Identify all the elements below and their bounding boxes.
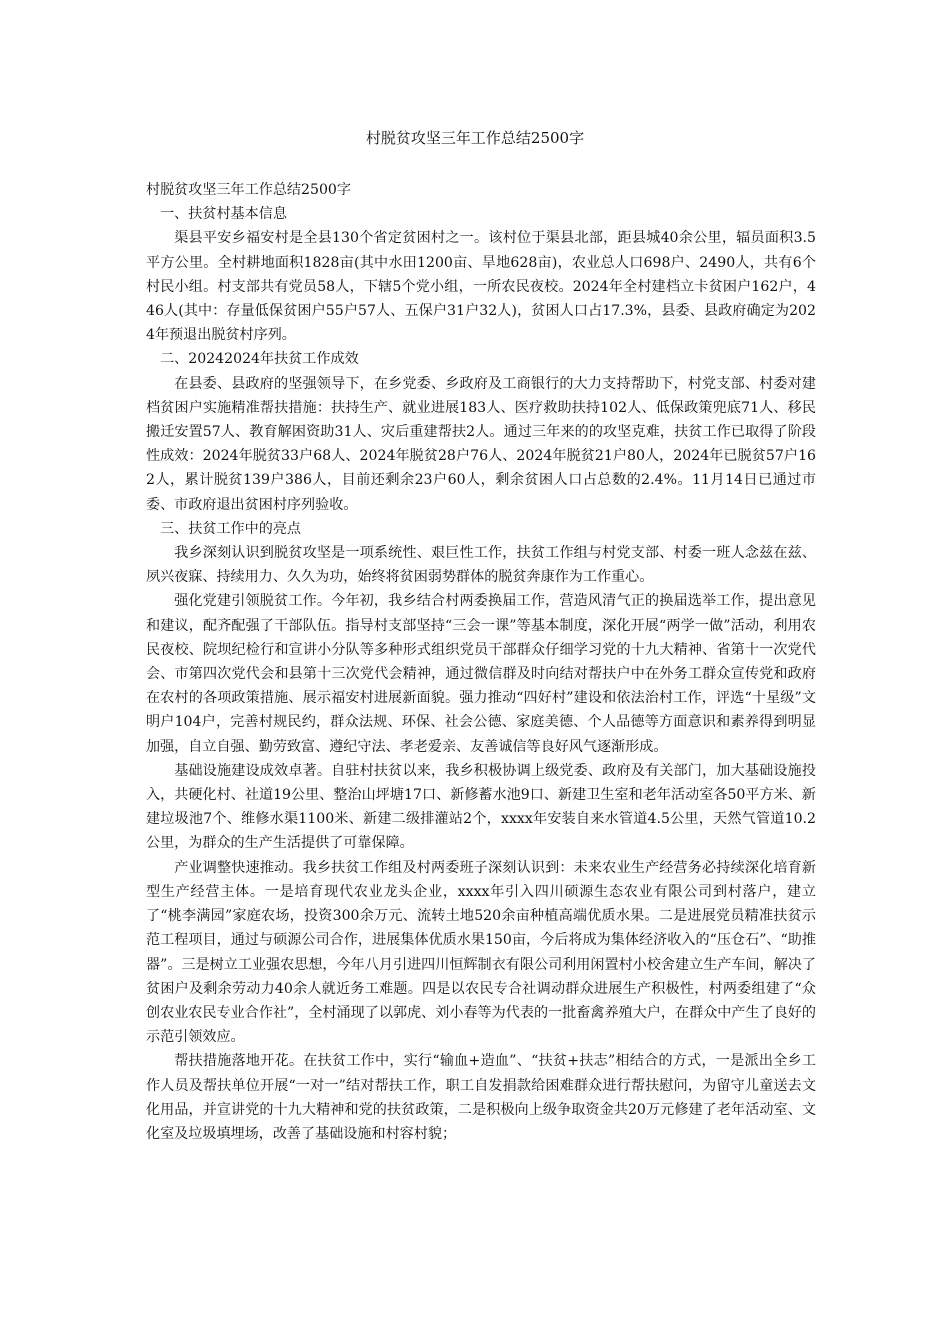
section-heading-3: 三、扶贫工作中的亮点: [160, 520, 302, 537]
paragraph: 在县委、县政府的坚强领导下，在乡党委、乡政府及工商银行的大力支持帮助下，村党支部、村委对建档贫困户实施精准帮扶措施：扶持生产、就业进展183人、医疗救助扶持102人、低保政策兜底71人、移民搬迁安置57人、教育解困资助31人、灾后重建帮扶2人。通过三年来的的攻坚克难，扶贫工作已取得了阶段性成效：2024年脱贫33户68人、2024年脱贫28户76人、2024年脱贫21户80人，2024年已脱贫57户162人，累计脱贫139户386人，目前还剩余23户60人，剩余贫困人口占总数的2.4%。11月14日已通过市委、市政府退出贫困村序列验收。: [146, 375, 816, 513]
section-heading-1: 一、扶贫村基本信息: [160, 206, 287, 223]
paragraph: 产业调整快速推动。我乡扶贫工作组及村两委班子深刻认识到：未来农业生产经营务必持续深化培育新型生产经营主体。一是培育现代农业龙头企业，xxxx年引入四川硕源生态农业有限公司到村落户，建立了“桃李满园”家庭农场，投资300余万元、流转土地520余亩种植高端优质水果。二是进展党员精准扶贫示范工程项目，通过与硕源公司合作，进展集体优质水果150亩，今后将成为集体经济收入的“压仓石”、“助推器”。三是树立工业强农思想，今年八月引进四川恒辉制衣有限公司利用闲置村小校舍建立生产车间，解决了贫困户及剩余劳动力40余人就近务工难题。四是以农民专合社调动群众进展生产积极性，村两委组建了“众创农业农民专业合作社”，全村涌现了以郭虎、刘小春等为代表的一批畜禽养殖大户，在群众中产生了良好的示范引领效应。: [146, 859, 816, 1046]
paragraph: 我乡深刻认识到脱贫攻坚是一项系统性、艰巨性工作，扶贫工作组与村党支部、村委一班人念兹在兹、夙兴夜寐、持续用力、久久为功，始终将贫困弱势群体的脱贫奔康作为工作重心。: [146, 545, 816, 586]
paragraph: 基础设施建设成效卓著。自驻村扶贫以来，我乡积极协调上级党委、政府及有关部门，加大基础设施投入，共硬化村、社道19公里、整治山坪塘17口、新修蓄水池9口、新建卫生室和老年活动室各50平方米、新建垃圾池7个、维修水渠1100米、新建二级排灌站2个，xxxx年安装自来水管道4.5公里，天然气管道10.2公里，为群众的生产生活提供了可靠保障。: [146, 762, 816, 852]
paragraph: 强化党建引领脱贫工作。今年初，我乡结合村两委换届工作，营造风清气正的换届选举工作，提出意见和建议，配齐配强了干部队伍。指导村支部坚持“三会一课”等基本制度，深化开展“两学一做”活动，利用农民夜校、院坝纪检行和宣讲小分队等多种形式组织党员干部群众仔细学习党的十九大精神、省第十一次党代会、市第四次党代会和县第十三次党代会精神，通过微信群及时向结对帮扶户中在外务工群众宣传党和政府在农村的各项政策措施、展示福安村进展新面貌。强力推动“四好村”建设和依法治村工作，评选“十星级”文明户104户，完善村规民约，群众法规、环保、社会公德、家庭美德、个人品德等方面意识和素养得到明显加强，自立自强、勤劳致富、遵纪守法、孝老爱亲、友善诚信等良好风气逐渐形成。: [146, 593, 816, 755]
paragraph: 帮扶措施落地开花。在扶贫工作中，实行“输血+造血”、“扶贫+扶志”相结合的方式，一是派出全乡工作人员及帮扶单位开展“一对一”结对帮扶工作，职工自发捐款给困难群众进行帮扶慰问，为留守儿童送去文化用品，并宣讲党的十九大精神和党的扶贫政策，二是积极向上级争取资金共20万元修建了老年活动室、文化室及垃圾填埋场，改善了基础设施和村容村貌；: [146, 1053, 816, 1142]
document-title: 村脱贫攻坚三年工作总结2500字: [365, 129, 585, 147]
paragraph: 渠县平安乡福安村是全县130个省定贫困村之一。该村位于渠县北部，距县城40余公里，辐员面积3.5平方公里。全村耕地面积1828亩(其中水田1200亩、旱地628亩)，农业总人口698户、2490人，共有6个村民小组。村支部共有党员58人，下辖5个党小组，一所农民夜校。2024年全村建档立卡贫困户162户，446人(其中：存量低保贫困户55户57人、五保户31户32人)，贫困人口占17.3%，县委、县政府确定为2024年预退出脱贫村序列。: [146, 230, 816, 344]
document-body: [146, 178, 816, 1146]
document-subtitle: 村脱贫攻坚三年工作总结2500字: [146, 182, 351, 198]
section-heading-2: 二、20242024年扶贫工作成效: [160, 351, 359, 368]
